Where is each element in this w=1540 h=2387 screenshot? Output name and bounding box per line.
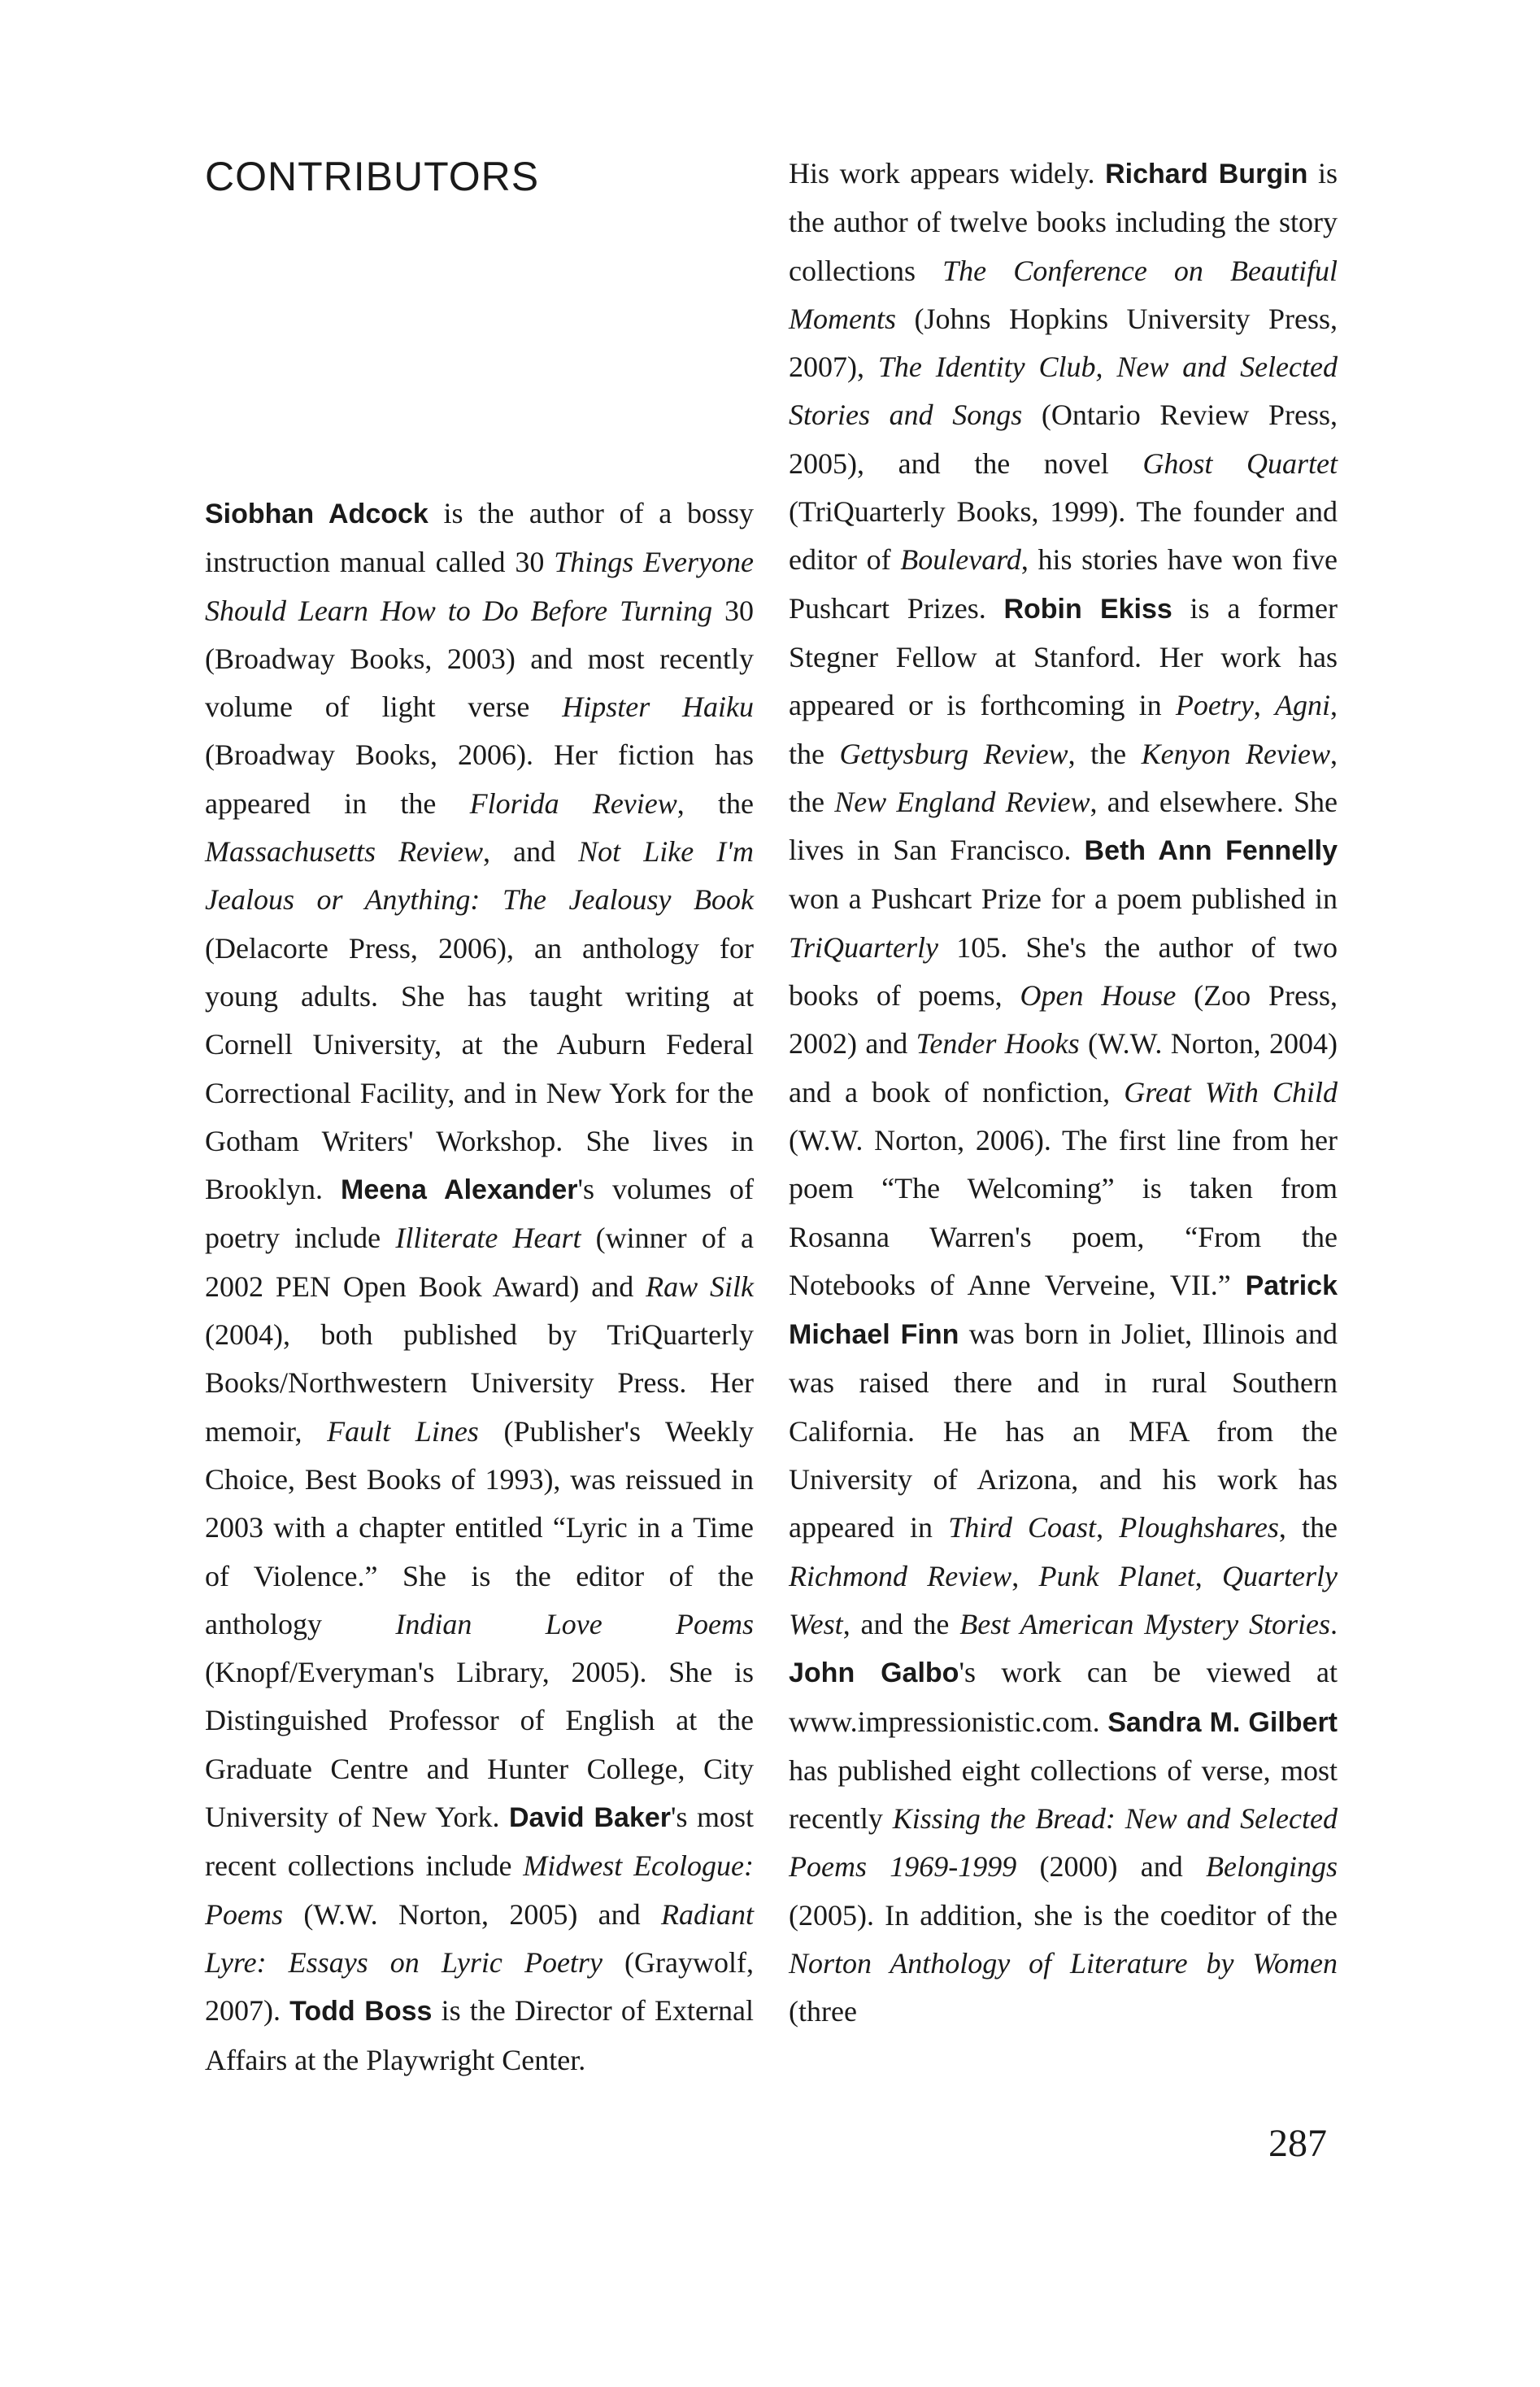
bio-text: (Knopf/Everyman's Library, 2005). She is Distinguished Professor of English at the Graduate Centre and Hunter College, City University of New York. [205, 1656, 754, 1834]
bio-text: (Johns Hopkins University Press, 2007), [789, 302, 1338, 384]
bio-text: (Publisher's Weekly Choice, Best Books of 1993), was reissued in 2003 with a chapter entitled “Lyric in a Time of Violence.” She is the editor of the anthology [205, 1414, 754, 1640]
work-title: Ghost Quartet [1142, 446, 1338, 480]
contributors-column-right [789, 150, 1338, 2036]
bio-text: (2000) and [1016, 1850, 1206, 1884]
bio-text: , [1194, 1559, 1223, 1592]
bio-text: . [1330, 1607, 1338, 1640]
bio-text: 's work can be viewed at www.impressionistic.com. [789, 1656, 1338, 1738]
bio-text: (2004), both published by TriQuarterly Books/Northwestern University Press. Her memoir, [205, 1318, 754, 1448]
contributor-name: Todd Boss [289, 1996, 433, 2028]
work-title: Illiterate Heart [395, 1222, 581, 1255]
work-title: Raw Silk [646, 1270, 755, 1303]
bio-text: , and the [842, 1607, 960, 1640]
work-title: Norton Anthology of Literature by Women [789, 1946, 1338, 1980]
work-title: Tender Hooks [916, 1027, 1080, 1061]
bio-text: (Graywolf, 2007). [205, 1945, 754, 2028]
bio-text: is the author of twelve books including the story collections [789, 157, 1338, 287]
bio-text: , [1096, 1511, 1120, 1544]
bio-text: 105. She's the author of two books of poems, [789, 930, 1338, 1013]
work-title: Quarterly West [789, 1559, 1338, 1640]
work-title: Indian Love Poems [395, 1607, 754, 1640]
work-title: Belongings [1206, 1850, 1338, 1884]
work-title: The Identity Club, New and Selected Stories and Songs [789, 351, 1338, 432]
work-title: Gettysburg Review [839, 737, 1068, 770]
work-title: Kissing the Bread: New and Selected Poems 1969-1999 [789, 1802, 1338, 1884]
bio-text: His work appears widely. [789, 157, 1106, 189]
work-title: Boulevard [900, 543, 1021, 577]
contributor-name: Siobhan Adcock [205, 499, 429, 529]
work-title: Agni [1275, 689, 1331, 722]
work-title: Midwest Ecologue: Poems [205, 1849, 754, 1931]
work-title: The Conference on Beautiful Moments [789, 254, 1338, 335]
bio-text: , the [676, 786, 754, 820]
work-title: Kenyon Review [1141, 737, 1330, 770]
work-title: Poetry [1175, 689, 1254, 722]
work-title: Hipster Haiku [562, 690, 754, 724]
page-number: 287 [1268, 2122, 1327, 2165]
work-title: Massachusetts Review [205, 835, 484, 869]
contributor-name: Patrick Michael Finn [789, 1270, 1338, 1351]
bio-text: (winner of a 2002 PEN Open Book Award) and [205, 1222, 755, 1303]
bio-text: , [1011, 1559, 1039, 1592]
work-title: Punk Planet [1038, 1559, 1195, 1592]
bio-text: , the [1068, 737, 1142, 770]
bio-text: , the [789, 737, 1338, 818]
bio-text: , the [1278, 1511, 1338, 1544]
bio-text: is the author of a bossy instruction manual called 30 [205, 497, 754, 579]
bio-text: (three [789, 1995, 857, 2028]
work-title: Third Coast [948, 1511, 1097, 1544]
bio-text: is a former Stegner Fellow at Stanford. Her work has appeared or is forthcoming in [789, 591, 1338, 722]
work-title: New England Review [834, 785, 1090, 818]
work-title: Great With Child [1124, 1075, 1338, 1109]
bio-text: (Zoo Press, 2002) and [789, 979, 1338, 1061]
work-title: TriQuarterly [789, 930, 939, 964]
bio-text: (W.W. Norton, 2005) and [282, 1897, 661, 1931]
work-title: Open House [1020, 979, 1177, 1013]
work-title: Radiant Lyre: Essays on Lyric Poetry [205, 1897, 754, 1979]
bio-text: (TriQuarterly Books, 1999). The founder and editor of [789, 495, 1338, 577]
bio-text: , and [483, 835, 579, 869]
work-title: Best American Mystery Stories [959, 1607, 1330, 1640]
bio-text: (W.W. Norton, 2006). The first line from her poem “The Welcoming” is taken from Rosanna Warren's poem, “From the Notebooks of Anne Verveine, VII.” [789, 1123, 1338, 1301]
bio-text: (Broadway Books, 2006). Her fiction has appeared in the [205, 738, 754, 820]
bio-text: 's volumes of poetry include [205, 1173, 754, 1255]
bio-text: , the [789, 689, 1338, 770]
bio-text: has published eight collections of verse, most recently [789, 1753, 1338, 1836]
bio-text: , [1253, 689, 1276, 722]
contributor-name: Meena Alexander [341, 1174, 578, 1206]
page-title: CONTRIBUTORS [205, 154, 540, 199]
work-title: Florida Review [469, 786, 677, 820]
bio-text: , his stories have won five Pushcart Prizes. [789, 543, 1338, 625]
bio-text: 's most recent collections include [205, 1801, 754, 1883]
bio-text: , and elsewhere. She lives in San Francisco. [789, 785, 1338, 867]
bio-text: 30 (Broadway Books, 2003) and most recently volume of light verse [205, 594, 754, 724]
bio-text: (2005). In addition, she is the coeditor of the [789, 1898, 1338, 1932]
bio-text: was born in Joliet, Illinois and was raised there and in rural Southern California. He has an MFA from the University of Arizona, and his work has appeared in [789, 1318, 1338, 1544]
contributor-name: John Galbo [789, 1657, 959, 1689]
bio-text: is the Director of External Affairs at the Playwright Center. [205, 1994, 754, 2076]
work-title: Richmond Review [789, 1559, 1012, 1592]
work-title: Not Like I'm Jealous or Anything: The Jealousy Book [205, 835, 754, 917]
work-title: Ploughshares [1119, 1511, 1279, 1544]
work-title: Fault Lines [327, 1414, 479, 1448]
contributors-column-left [205, 490, 754, 2084]
contributor-name: Richard Burgin [1105, 159, 1308, 189]
contributor-name: Sandra M. Gilbert [1107, 1706, 1338, 1738]
contributor-name: Robin Ekiss [1003, 593, 1172, 625]
contributor-name: David Baker [508, 1802, 671, 1834]
contributor-name: Beth Ann Fennelly [1084, 835, 1338, 867]
bio-text: (Delacorte Press, 2006), an anthology for young adults. She has taught writing at Cornell University, at the Auburn Federal Correctional Facility, and in New York for the Gotham Writers' Workshop. She lives in Brooklyn. [205, 931, 754, 1206]
bio-text: (Ontario Review Press, 2005), and the novel [789, 399, 1338, 480]
bio-text: won a Pushcart Prize for a poem published in [789, 882, 1338, 916]
work-title: Things Everyone Should Learn How to Do Before Turning [205, 546, 754, 627]
bio-text: (W.W. Norton, 2004) and a book of nonfiction, [789, 1027, 1338, 1109]
